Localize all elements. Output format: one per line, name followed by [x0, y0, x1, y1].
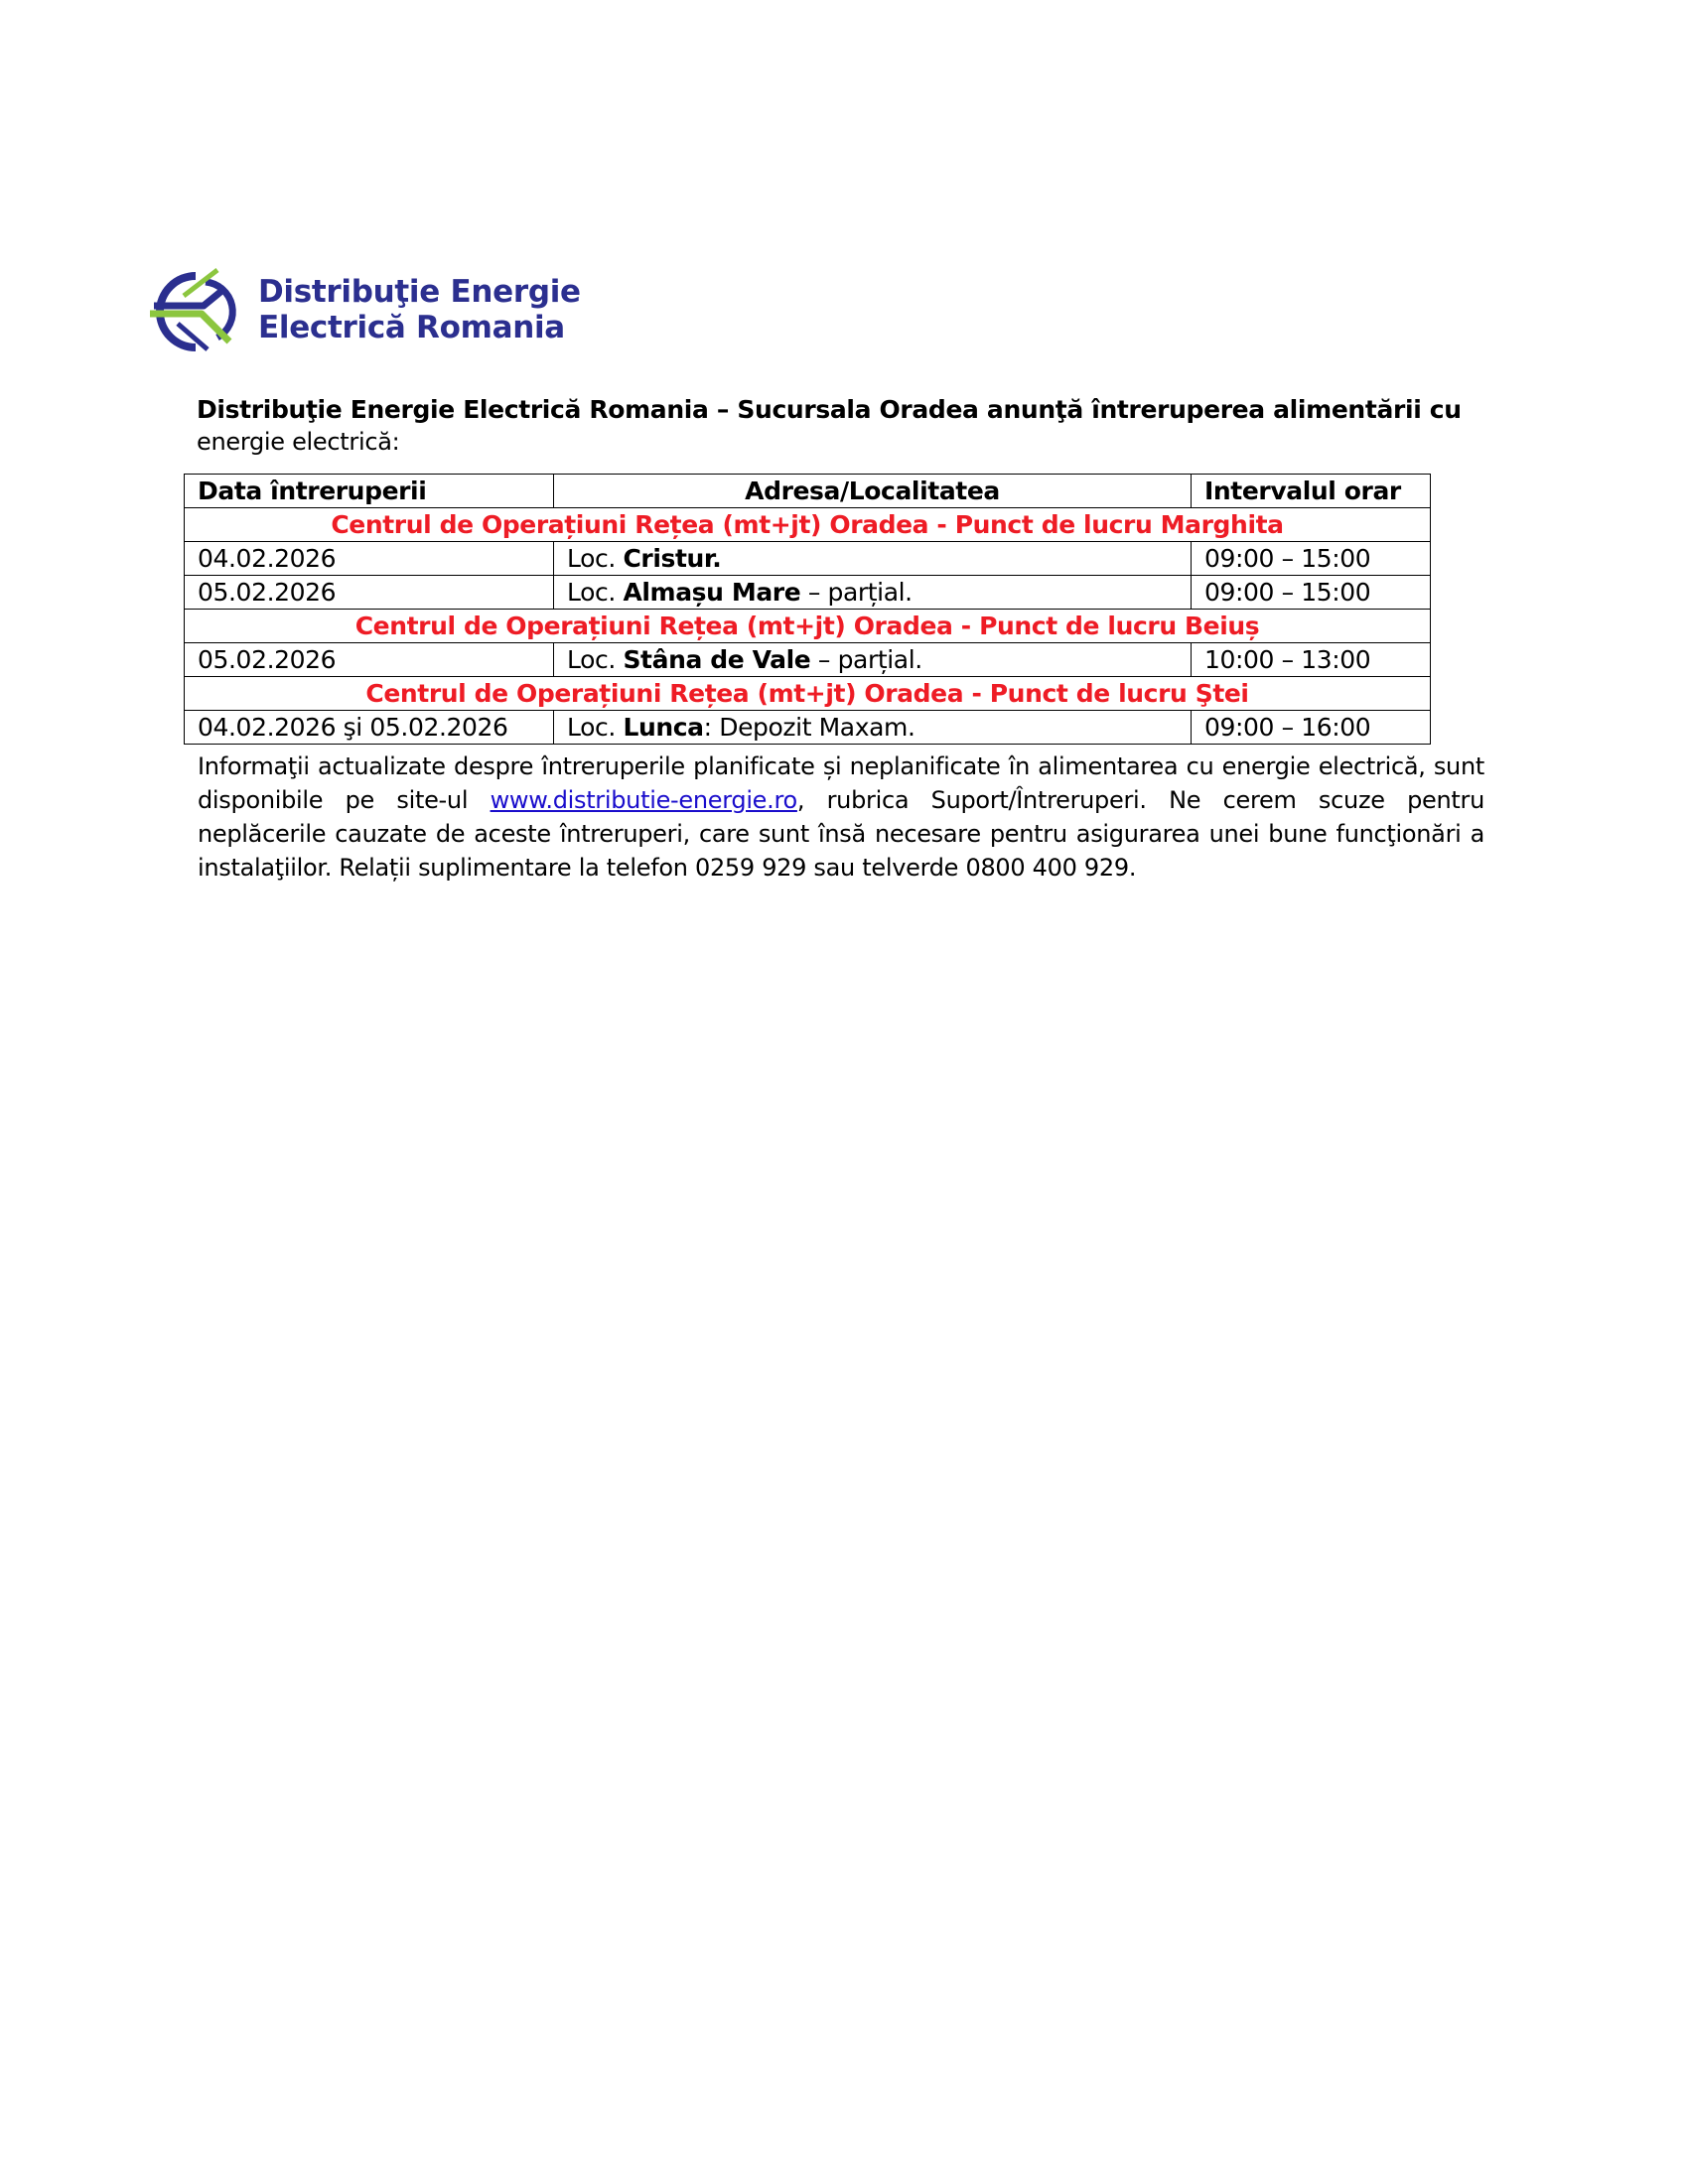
logo-wordmark: [258, 274, 581, 345]
row-address: [554, 542, 1192, 576]
header-date: Data întreruperii: [185, 475, 554, 508]
row-address: [554, 576, 1192, 610]
section-title: Centrul de Operațiuni Rețea (mt+jt) Oradea - Punct de lucru Beiuș: [185, 610, 1431, 643]
row-interval: 09:00 – 16:00: [1192, 711, 1431, 745]
logo-line-1: Distribuţie Energie: [258, 274, 581, 310]
row-date: 04.02.2026: [185, 542, 554, 576]
header-address: Adresa/Localitatea: [554, 475, 1192, 508]
address-place: Cristur.: [623, 544, 722, 573]
address-prefix: Loc.: [567, 645, 624, 674]
table-header-row: [185, 475, 1431, 508]
address-place: Almașu Mare: [623, 578, 801, 607]
table-row: [185, 711, 1431, 745]
table-row: [185, 643, 1431, 677]
header-interval: Intervalul orar: [1192, 475, 1431, 508]
table-row: [185, 576, 1431, 610]
outage-table: [184, 474, 1431, 745]
info-text-before-link: Informaţii actualizate despre întreruperile planificate și neplanificate în alimentarea cu energie electrică, sunt disponibile pe site-ul: [198, 752, 1484, 814]
row-date: 04.02.2026 şi 05.02.2026: [185, 711, 554, 745]
logo-emblem-icon: [144, 266, 255, 353]
announcement-headline: Distribuţie Energie Electrică Romania – Sucursala Oradea anunţă întreruperea alimentării cu: [197, 395, 1462, 424]
address-suffix: – parțial.: [810, 645, 922, 674]
website-link[interactable]: www.distributie-energie.ro: [490, 786, 797, 814]
announcement-intro: [197, 393, 1497, 459]
section-title: Centrul de Operațiuni Rețea (mt+jt) Oradea - Punct de lucru Ştei: [185, 677, 1431, 711]
row-date: 05.02.2026: [185, 643, 554, 677]
row-address: [554, 643, 1192, 677]
info-paragraph: [198, 750, 1484, 885]
row-address: [554, 711, 1192, 745]
logo-line-2: Electrică Romania: [258, 310, 565, 345]
address-prefix: Loc.: [567, 713, 624, 742]
address-prefix: Loc.: [567, 544, 624, 573]
info-text-after-link: , rubrica Suport/Întreruperi. Ne cerem scuze pentru neplăcerile cauzate de aceste întreruperi, care sunt însă necesare pentru asigurarea unei bune funcţionări a instalaţiilor. Relații suplimentare la telefon 0259 929 sau telverde 0800 400 929.: [198, 786, 1484, 882]
row-interval: 09:00 – 15:00: [1192, 576, 1431, 610]
announcement-continuation: energie electrică:: [197, 428, 400, 456]
section-title: Centrul de Operațiuni Rețea (mt+jt) Oradea - Punct de lucru Marghita: [185, 508, 1431, 542]
address-suffix: – parțial.: [800, 578, 913, 607]
address-place: Stâna de Vale: [623, 645, 811, 674]
company-logo: [144, 266, 591, 353]
section-row-beius: [185, 610, 1431, 643]
table-row: [185, 542, 1431, 576]
address-place: Lunca: [623, 713, 704, 742]
section-row-stei: [185, 677, 1431, 711]
row-interval: 09:00 – 15:00: [1192, 542, 1431, 576]
address-suffix: : Depozit Maxam.: [703, 713, 915, 742]
address-prefix: Loc.: [567, 578, 624, 607]
section-row-marghita: [185, 508, 1431, 542]
row-interval: 10:00 – 13:00: [1192, 643, 1431, 677]
row-date: 05.02.2026: [185, 576, 554, 610]
